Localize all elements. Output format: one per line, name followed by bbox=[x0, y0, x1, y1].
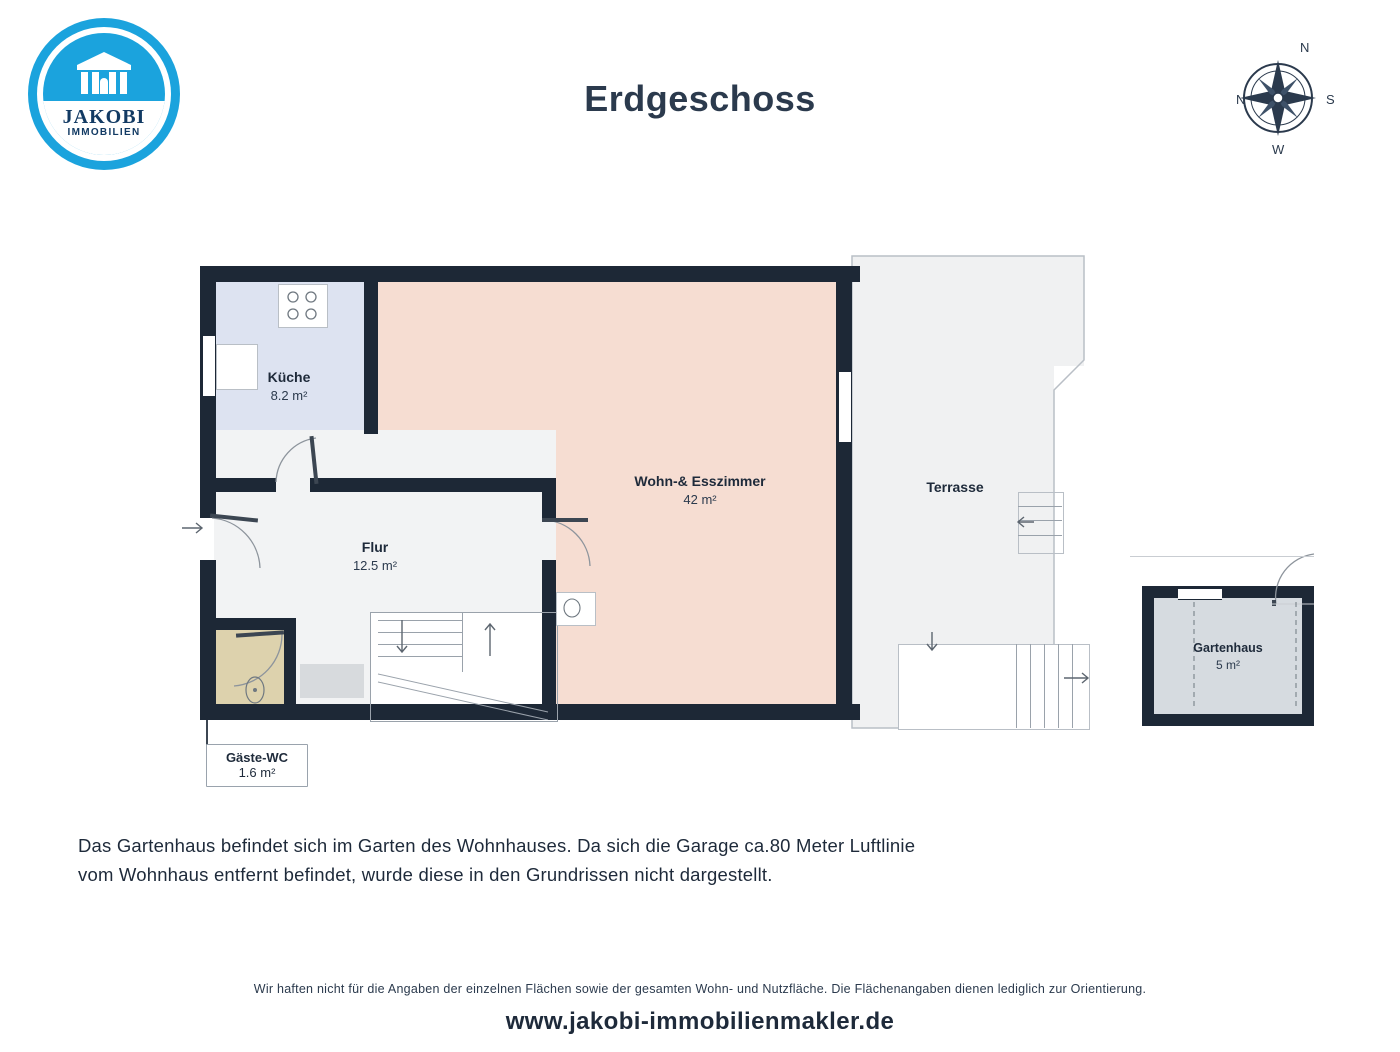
window-right bbox=[838, 372, 852, 442]
logo-brand-text: JAKOBI bbox=[62, 106, 146, 129]
stove-burners-icon bbox=[278, 284, 326, 326]
terrace-stair-arrow-icon bbox=[1010, 512, 1036, 532]
note-line-1: Das Gartenhaus befindet sich im Garten des Wohnhauses. Da sich die Garage ca.80 Meter Luftlinie bbox=[78, 835, 916, 856]
wc-callout-stem bbox=[206, 720, 208, 746]
disclaimer-text: Wir haften nicht für die Angaben der einzelnen Flächen sowie der gesamten Wohn- und Nutzfläche. Die Flächenangaben dienen lediglich zur Orientierung. bbox=[253, 982, 1147, 996]
window-kitchen-left bbox=[202, 336, 216, 396]
entrance-arrow-icon bbox=[180, 518, 206, 538]
room-label-kueche: Küche 8.2 m² bbox=[267, 369, 311, 403]
toilet-icon bbox=[240, 672, 270, 708]
wall-hall-top bbox=[364, 478, 556, 492]
compass-label-north: N bbox=[1300, 40, 1310, 55]
room-label-gartenhaus: Gartenhaus 5 m² bbox=[1193, 641, 1263, 672]
wall-kitchen-living bbox=[364, 282, 378, 412]
terrace-stair-step bbox=[1018, 535, 1062, 536]
floor-plan-note bbox=[78, 832, 1322, 889]
wall-left-lower bbox=[200, 560, 216, 720]
stair-step bbox=[1030, 644, 1031, 728]
gartenhaus-guide-line bbox=[1130, 556, 1314, 557]
stair-step bbox=[1058, 644, 1059, 728]
logo-subtitle-text: IMMOBILIEN bbox=[67, 126, 141, 138]
room-label-terrasse: Terrasse bbox=[926, 479, 984, 495]
compass-label-east: S bbox=[1326, 92, 1335, 107]
door-kitchen bbox=[270, 430, 324, 486]
note-line-2: vom Wohnhaus entfernt befindet, wurde diese in den Grundrissen nicht dargestellt. bbox=[78, 863, 773, 885]
door-living-room bbox=[542, 518, 594, 570]
compass-label-west: N bbox=[1236, 92, 1246, 107]
stair-down-arrow-icon bbox=[392, 618, 412, 658]
stair-step bbox=[1044, 644, 1045, 728]
stair-direction-arrow-icon bbox=[1062, 668, 1092, 688]
wall-kitchen-living-stub bbox=[364, 412, 378, 434]
wall-right-lower bbox=[836, 516, 852, 720]
page-title: Erdgeschoss bbox=[584, 78, 816, 119]
room-label-flur: Flur 12.5 m² bbox=[352, 539, 398, 573]
door-entrance bbox=[208, 512, 268, 574]
wall-kitchen-bottom-left bbox=[216, 478, 276, 492]
wall-top-exterior bbox=[200, 266, 860, 282]
stair-up-arrow-icon bbox=[480, 618, 500, 658]
stair-step bbox=[1016, 644, 1017, 728]
website-url[interactable]: www.jakobi-immobilienmakler.de bbox=[505, 1008, 895, 1035]
compass-label-south: W bbox=[1272, 142, 1285, 157]
terrace-stair-step bbox=[1018, 506, 1062, 507]
fixture-detail-icon bbox=[556, 592, 594, 624]
hall-floor-mat bbox=[300, 664, 364, 698]
room-label-gaeste-wc: Gäste-WC 1.6 m² bbox=[206, 744, 308, 787]
room-label-wohn-esszimmer: Wohn-& Esszimmer 42 m² bbox=[634, 473, 766, 507]
terrace-entry-arrow-icon bbox=[922, 630, 942, 654]
